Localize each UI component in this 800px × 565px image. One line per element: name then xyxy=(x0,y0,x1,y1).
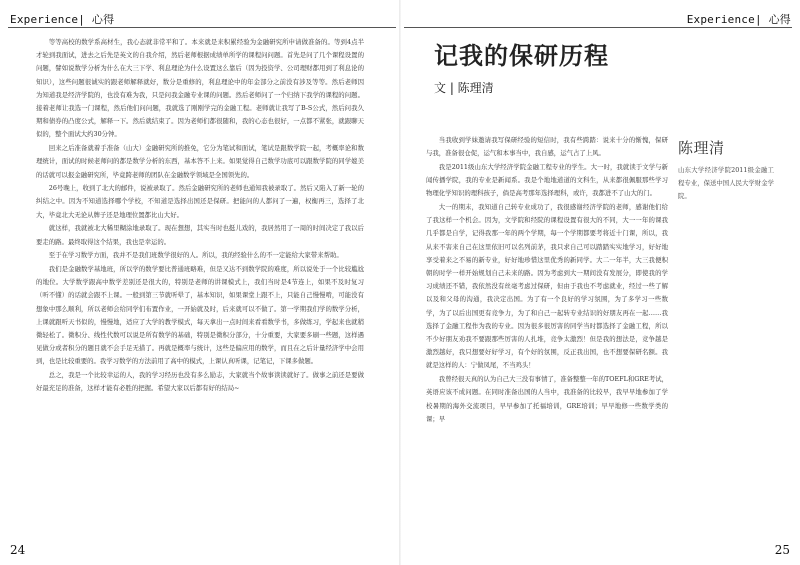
article-body xyxy=(426,134,668,554)
paragraph: 大一的期末，我知道自己转专业成功了，我很感谢经济学院的老师，感谢他们给了我这样一个机会。因为，文学院和经院的课程设置有很大的不同，大一一年的课我几乎都是自学，记得我那一年的两个学期，每一个学期都要考将近十门课，所以，我从来不害来自己在这里依旧可以名列前茅，我只求自己可以踏踏实实地学习，好好地享受着来之不易的新专业，好好地珍惜这里优秀的新同学。大二一年半，大三我便积朝的时学一样开始规划自己未来的路。因为考虑到大一期间没有发展分，即使我的学习成绩还不错，我依然没有丝毫考虑过保研，但由于我也不考虑就业，经过一些了解以及和父母的沟通，我决定出国。为了有一个良好的学习氛围，为了多学习一些数学，为了以后出国更有竞争力，为了和自己一起转专业结识的好朋友再在一起……我选择了金融工程作为我的专业。因为很多很厉害的同学当时都选择了金融工程，所以不少好朋友劝我不要跟那些厉害的人扎堆，竞争太激烈！但是我的想法是，竞争越是激烈越好，我只想要好好学习，有个好的氛围，反正我出国，也不想要保研名额。我就是这样的人：宁做凤尾，不当鸡头！ xyxy=(426,203,668,370)
paragraph: 我们是金融数学基地班，所以学的数学要比普通班略难，但是又达不到数学院的难度，所以说处于一个比较尴尬的地位。大学数学跟高中数学差别还是很大的，特别是老师的讲课模式上，我们当时是4节连上，如果不及时复习（听不懂）的话就会跟不上课。一般到第三节就听晕了，基本知识，如果课堂上跟不上，只能自己慢慢啃，可能没有想象中那么顺利，所以老师会给同学们布置作业，一开始就及时，后来就可以不做了。第一学期我们学的数学分析，上课就跟听天书似的，慢慢地，适应了大学的教学模式，每天拿出一点时间来看看数学书，多做练习，学起来也就稍微轻松了。微积分、线性代数可以说是所有数学的基础，特别是微积分部分，十分重要，大家要多刷一些题，这样遇见做分或者积分的题目就不会手足无措了。再就是概率与统计，这些是偏应用的数学，而且在之后计量经济学中会用到，也是比较重要的。我学习数学的方法前用了高中的模式，上课认真听课，记笔记，下课多做题。 xyxy=(36,264,364,366)
paragraph: 我曾经很天真的认为自己大三没有事情了，准备整整一年的TOEFL和GRE考试，英语应该不成问题。在同时准备出国的人当中，我准备的比较早，我早早地参加了学校暑期的海外交流项目，早早参加了托福培训，GRE培训；早早地修一些数学类的课；早 xyxy=(426,375,668,423)
author-name: 陈理清 xyxy=(678,139,725,157)
paragraph: 26号晚上，收到了北大的邮件，说被录取了。然后金融研究所的老师也通知我被录取了。然后又陷入了新一轮的纠结之中。因为不知道选择哪个学校，不知道是选择出国还是保研。把能问的人都问了一遍，权衡再三，选择了北大，毕竟北大无论从牌子还是地理位置都比山大好。 xyxy=(36,184,364,219)
section-header: Experience| 心得 xyxy=(10,13,115,26)
page-number: 24 xyxy=(10,543,26,557)
paragraph: 当我收到学妹邀请我写保研经验的短信时，我有些跨踏：说来十分的惭愧，保研与我，准备很仓促，运气和本事当中，我自感，运气占了上风。 xyxy=(426,136,668,158)
article-title: 记我的保研历程 xyxy=(434,42,609,70)
paragraph: 就这样，我就被北大稀里糊涂地录取了。现在想想，其实当时也挺儿戏的，我居然用了一周的时间决定了我以后要走的路。最终取得这个结果，我也是幸运的。 xyxy=(36,224,364,246)
header-rule xyxy=(8,27,396,28)
paragraph: 回来之后准备就着手准备（山大）金融研究所的推免，它分为笔试和面试，笔试是跟数学院一起，考概率论和数理统计，面试的时候老师问的都是数学分析的东西，基本答不上来。如果觉得自己数学功底可以跟数学院的同学媲美的话就可以报金融研究所，毕竟跨老师的团队在金融数学领域是全国领先的。 xyxy=(36,144,364,179)
paragraph: 我是2011级山东大学经济学院金融工程专业的学生。大一时，我就读于文学与新闻传播学院，我的专业是新闻系。我是个地地道道的文科生，从来都很佩服那些学习物理化学知识的理科孩子，倘是高考那年选择理科，或许，我都进不了山大的门。 xyxy=(426,162,668,198)
paragraph: 总之，我是一个比较幸运的人，我的学习经历也没有多么励志，大家就当个故事读读就好了。做事之前还是要做好最充足的准备，这样才能有必胜的把握。希望大家以后都有好的结局~ xyxy=(36,371,364,393)
paragraph: 等等高校的数学系高材生，我心态就非常平和了。本来就是来积累经验为金融研究所申请做准备的。等到4点半才轮到我面试，进去之后先是英文的自我介绍，然后老师根据成绩单所学的课程问问题。首先是问了几个课程设置的问题，譬如说数学分析为什么在大三下学、利息理论为什么设置这么靠后（因为投资学、公司理财都用到了利息论的知识），这些问题很诚实的跟老师解释就好，数分是重修的，利息理论中的年金部分之前没有涉及等等。然后老师因为知道我是经济学院的，也没有难为我，只是问我金融专业课的问题。然后老师问了一个归纳下我学的课程的问题。接着老师让我选一门课程，然后他们问问题，我就选了刚刚学完的金融工程。老师就让我写了B-S公式，然后问我久期和债券的凸度公式，解释一下。然后就结束了。因为老师们都很随和，我的心态也很好，一点都不紧张，就跟聊天似的，整个面试大约30分钟。 xyxy=(36,38,364,139)
header-rule xyxy=(404,27,792,28)
page-number: 25 xyxy=(774,543,790,557)
article-body-continued xyxy=(36,36,364,516)
author-byline: 文 | 陈理清 xyxy=(434,81,494,95)
paragraph: 至于在学习数学方面，我并不是我们班数学很好的人。所以，我的经验什么的不一定能给大家带来帮助。 xyxy=(48,251,343,260)
author-sidebar xyxy=(678,137,774,203)
right-page xyxy=(400,0,800,565)
section-header: Experience| 心得 xyxy=(686,13,791,26)
author-bio: 山东大学经济学院2011级金融工程专业，保送中国人民大学财金学院。 xyxy=(678,166,774,200)
